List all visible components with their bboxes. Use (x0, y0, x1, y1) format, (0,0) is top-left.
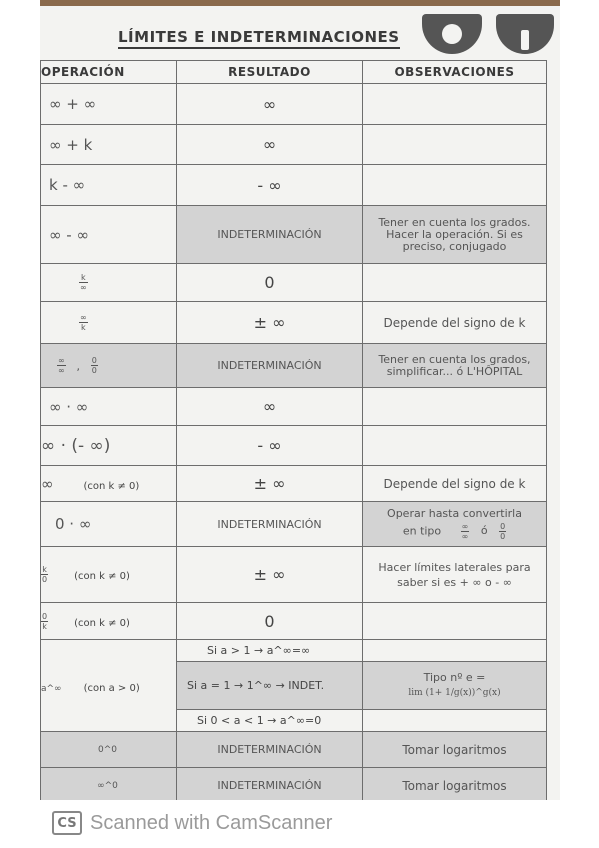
operation-cell (41, 603, 177, 640)
condition-label: (con k ≠ 0) (83, 480, 140, 492)
observation-cell: Tomar logaritmos (363, 768, 547, 801)
fraction: $\frac{\infty}{\infty}$ (461, 521, 469, 541)
observation-cell: Operar hasta convertirla en tipo $\frac{\infty}{\infty}$ ó $\frac{0}{0}$ (363, 502, 547, 547)
operation-cell: ∞ + k (41, 125, 177, 165)
observation-cell: Hacer límites laterales para saber si es + ∞ o - ∞ (363, 547, 547, 603)
observation-cell: Depende del signo de k (363, 302, 547, 344)
limits-table (40, 60, 547, 800)
decorative-badge-icon (422, 14, 482, 54)
operation-cell (41, 264, 177, 302)
observation-cell (363, 165, 547, 206)
header-result: RESULTADO (177, 61, 363, 84)
result-cell: INDETERMINACIÓN (177, 344, 363, 388)
table-row (41, 206, 547, 264)
fraction: $\frac{k}{0}$ (42, 565, 48, 584)
watermark-text: Scanned with CamScanner (90, 811, 333, 834)
observation-cell (363, 388, 547, 426)
result-cell: 0 (177, 264, 363, 302)
table-row (41, 388, 547, 426)
sub-case-cell: Si 0 < a < 1 → a^∞=0 (177, 710, 363, 732)
operation-cell (41, 302, 177, 344)
scanned-page (40, 0, 560, 800)
table-row (41, 502, 547, 547)
fraction: $\frac{0}{k}$ (42, 611, 48, 631)
operation-cell: ∞ - ∞ (41, 206, 177, 264)
observation-cell (363, 426, 547, 466)
observation-cell (363, 84, 547, 125)
header-observations: OBSERVACIONES (363, 61, 547, 84)
observation-cell (363, 264, 547, 302)
observation-cell: Tener en cuenta los grados, simplificar... ó L'HÔPITAL (363, 344, 547, 388)
header-operation: OPERACIÓN (41, 61, 177, 84)
table-header-row (41, 61, 547, 84)
fraction: $\frac{0}{0}$ (500, 521, 506, 541)
operation-cell: ∞ · ∞ (41, 388, 177, 426)
observation-cell (363, 125, 547, 165)
result-cell: ∞ (177, 125, 363, 165)
decorative-badge-icon (496, 14, 554, 54)
fraction: $\frac{k}{\infty}$ (80, 273, 87, 292)
operation-cell: 0^0 (41, 732, 177, 768)
result-cell: ± ∞ (177, 547, 363, 603)
result-cell: INDETERMINACIÓN (177, 768, 363, 801)
result-cell: ∞ (177, 84, 363, 125)
observation-cell (363, 603, 547, 640)
result-cell: INDETERMINACIÓN (177, 206, 363, 264)
table-row (41, 768, 547, 801)
operation-cell (41, 547, 177, 603)
operation-cell: ∞ (con k ≠ 0) (41, 466, 177, 502)
table-row (41, 165, 547, 206)
table-row (41, 344, 547, 388)
table-row (41, 732, 547, 768)
page-title: LÍMITES E INDETERMINACIONES (118, 28, 400, 49)
table-row (41, 603, 547, 640)
result-cell: ± ∞ (177, 466, 363, 502)
table-row (41, 125, 547, 165)
table-row (41, 426, 547, 466)
page-top-edge (40, 0, 560, 6)
observation-cell: Tener en cuenta los grados. Hacer la operación. Si es preciso, conjugado (363, 206, 547, 264)
operation-cell: $\frac{\infty}{\infty}$ , $\frac{0}{0}$ (41, 344, 177, 388)
table-row (41, 302, 547, 344)
table-row (41, 640, 547, 662)
observation-cell (363, 640, 547, 662)
observation-cell: Depende del signo de k (363, 466, 547, 502)
result-cell: ∞ (177, 388, 363, 426)
result-cell: - ∞ (177, 165, 363, 206)
result-cell: INDETERMINACIÓN (177, 502, 363, 547)
observation-cell (363, 710, 547, 732)
condition-label: (con k ≠ 0) (74, 617, 130, 629)
sub-case-cell: Si a = 1 → 1^∞ → INDET. (177, 662, 363, 710)
operation-cell: ∞ · (- ∞) (41, 426, 177, 466)
result-cell: INDETERMINACIÓN (177, 732, 363, 768)
result-cell: - ∞ (177, 426, 363, 466)
observation-cell: Tipo nº e = lim (1+ 1/g(x))^g(x) (363, 662, 547, 710)
condition-label: (con a > 0) (83, 682, 140, 694)
operation-cell: ∞^0 (41, 768, 177, 801)
condition-label: (con k ≠ 0) (74, 571, 130, 582)
observation-cell: Tomar logaritmos (363, 732, 547, 768)
camscanner-watermark (52, 810, 332, 836)
operation-cell: k - ∞ (41, 165, 177, 206)
result-cell: 0 (177, 603, 363, 640)
result-cell: ± ∞ (177, 302, 363, 344)
sub-case-cell: Si a > 1 → a^∞=∞ (177, 640, 363, 662)
fraction: $\frac{0}{0}$ (91, 356, 97, 375)
operation-cell: a^∞ (con a > 0) (41, 640, 177, 732)
fraction: $\frac{\infty}{k}$ (80, 313, 87, 332)
operation-cell: 0 · ∞ (41, 502, 177, 547)
table-row (41, 84, 547, 125)
camscanner-logo-icon: CS (52, 811, 82, 835)
fraction: $\frac{\infty}{\infty}$ (58, 356, 65, 375)
operation-cell: ∞ + ∞ (41, 84, 177, 125)
table-row (41, 547, 547, 603)
table-row (41, 466, 547, 502)
table-row (41, 264, 547, 302)
